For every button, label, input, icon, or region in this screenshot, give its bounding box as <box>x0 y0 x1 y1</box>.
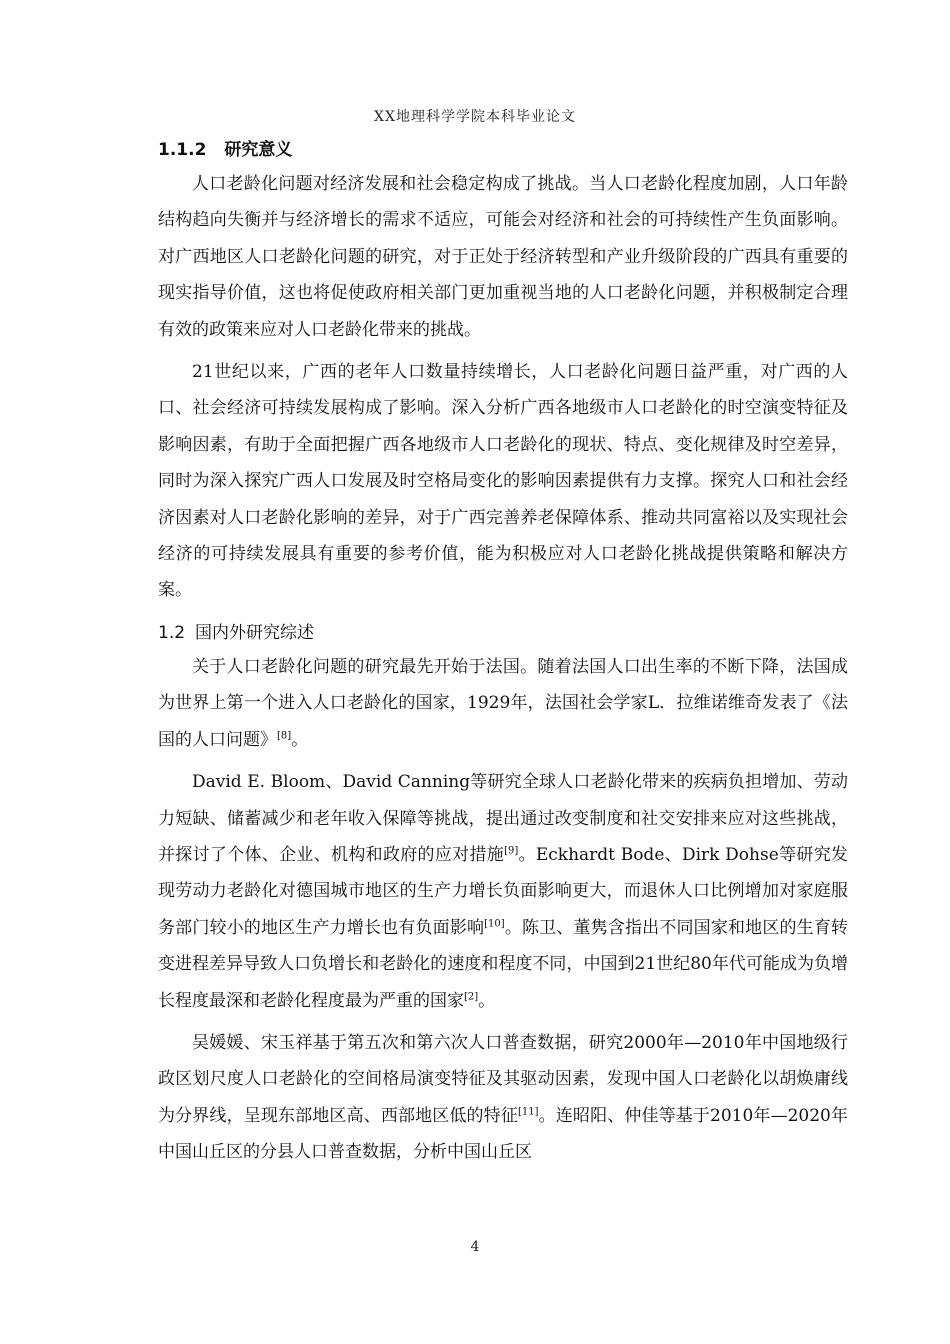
paragraph-review-1 <box>158 649 848 758</box>
citation-ref: [11] <box>517 1106 539 1118</box>
section-heading-1-2 <box>158 615 848 649</box>
section-heading-1-1-2 <box>158 136 848 166</box>
section-number: 1.2 <box>158 622 186 643</box>
paragraph-review-3 <box>158 1025 848 1171</box>
paragraph-text: David E. Bloom、David Canning等研究全球人口老龄化带来的疾病负担增加、劳动力短缺、储蓄减少和老年收入保障等挑战，提出通过改变制度和社交安排来应对这些挑战，并探讨了个体、企业、机构和政府的应对措施 <box>158 772 848 865</box>
paragraph-text: 吴媛媛、宋玉祥基于第五次和第六次人口普查数据，研究2000年—2010年中国地级行政区划尺度人口老龄化的空间格局演变特征及其驱动因素，发现中国人口老龄化以胡焕庸线为分界线，呈现东部地区高、西部地区低的特征 <box>158 1032 848 1126</box>
paragraph-text: 。陈卫、董隽含指出不同国家和地区的生育转变进程差异导致人口负增长和老龄化的速度和程度不同，中国到21世纪80年代可能成为负增长程度最深和老龄化程度最为严重的国家 <box>158 917 849 1011</box>
citation-ref: [10] <box>484 918 505 930</box>
paragraph-significance-2: 21世纪以来，广西的老年人口数量持续增长，人口老龄化问题日益严重，对广西的人口、社会经济可持续发展构成了影响。深入分析广西各地级市人口老龄化的时空演变特征及影响因素，有助于全面把握广西各地级市人口老龄化的现状、特点、变化规律及时空差异，同时为深入探究广西人口发展及时空格局变化的影响因素提供有力支撑。探究人口和社会经济因素对人口老龄化影响的差异，对于广西完善养老保障体系、推动共同富裕以及实现社会经济的可持续发展具有重要的参考价值，能为积极应对人口老龄化挑战提供策略和解决方案。 <box>158 362 848 601</box>
section-title: 研究意义 <box>224 140 293 160</box>
paragraph-text: 关于人口老龄化问题的研究最先开始于法国。随着法国人口出生率的不断下降，法国成为世界上第一个进入人口老龄化的国家，1929年，法国社会学家L．拉维诺维奇发表了《法国的人口问题》 <box>158 656 848 750</box>
body-text <box>158 136 848 1177</box>
citation-ref: [8] <box>277 730 292 742</box>
paragraph-text: 。 <box>291 729 309 750</box>
page-number: 4 <box>470 1239 480 1255</box>
section-title: 国内外研究综述 <box>195 622 315 643</box>
citation-ref: [9] <box>504 845 519 857</box>
citation-ref: [2] <box>464 990 479 1002</box>
running-header: XX地理科学学院本科毕业论文 <box>374 109 576 125</box>
section-number: 1.1.2 <box>158 140 207 160</box>
paragraph-review-2 <box>158 764 848 1019</box>
paragraph-significance-1: 人口老龄化问题对经济发展和社会稳定构成了挑战。当人口老龄化程度加剧，人口年龄结构趋向失衡并与经济增长的需求不适应，可能会对经济和社会的可持续性产生负面影响。对广西地区人口老龄化问题的研究，对于正处于经济转型和产业升级阶段的广西具有重要的现实指导价值，这也将促使政府相关部门更加重视当地的人口老龄化问题，并积极制定合理有效的政策来应对人口老龄化带来的挑战。 <box>158 174 848 340</box>
paragraph-text: 。Eckhardt Bode、Dirk Dohse等研究发现劳动力老龄化对德国城市地区的生产力增长负面影响更大，而退休人口比例增加对家庭服务部门较小的地区生产力增长也有负面影响 <box>158 844 848 938</box>
paragraph-text: 。连昭阳、仲佳等基于2010年—2020年中国山丘区的分县人口普查数据，分析中国山丘区 <box>158 1105 849 1163</box>
paragraph-text: 。 <box>478 990 496 1011</box>
